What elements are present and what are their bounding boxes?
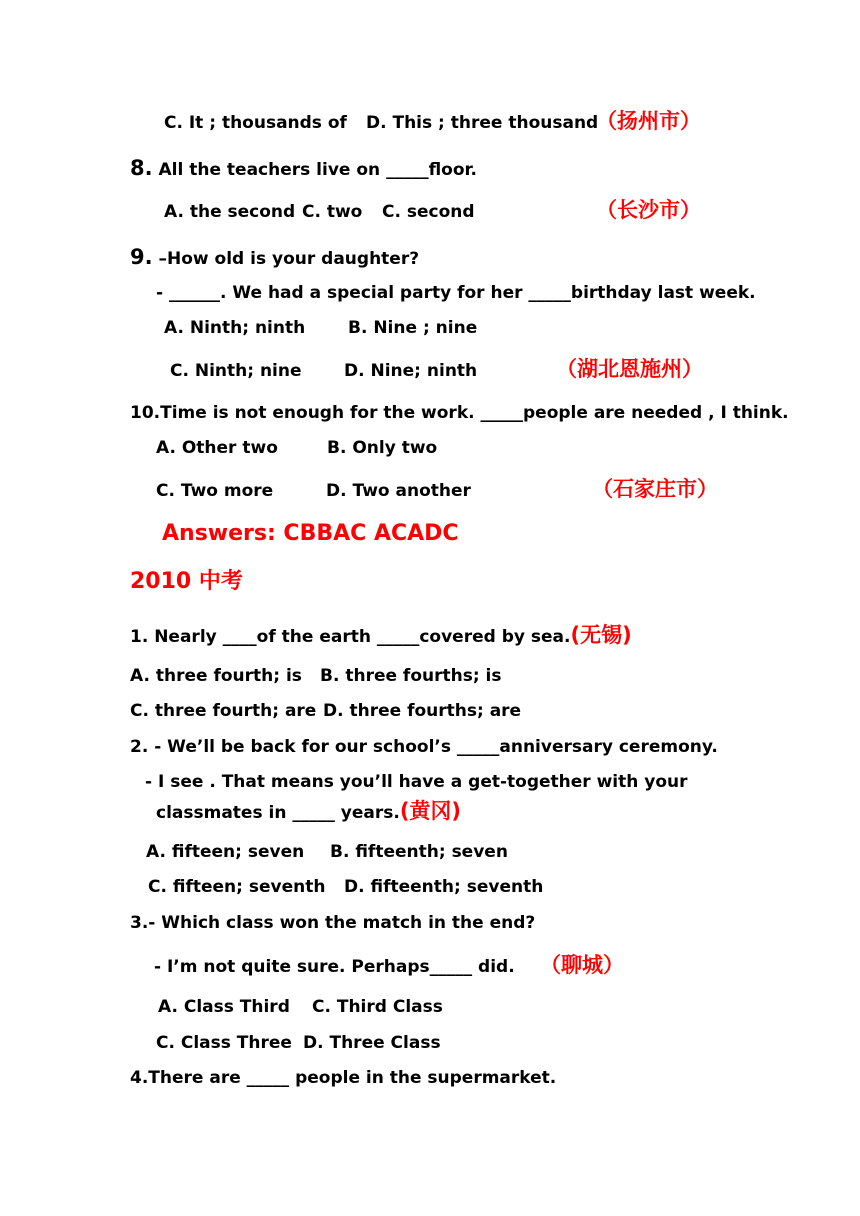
- question-text: 1. Nearly ____of the earth _____covered by sea.: [130, 627, 571, 647]
- option-b: B. three fourths; is: [320, 666, 502, 686]
- option-a: A. Ninth; ninth: [164, 318, 306, 338]
- option-c2: C. second: [382, 202, 475, 222]
- question-1: [130, 624, 632, 648]
- option-b: B. Only two: [327, 438, 438, 458]
- question-8: [130, 157, 477, 181]
- option-a: A. Other two: [156, 438, 278, 458]
- option-d: D. Two another: [326, 481, 471, 501]
- answers-line: Answers: CBBAC ACADC: [162, 521, 459, 546]
- question-text: –How old is your daughter?: [158, 249, 420, 269]
- option-d: D. Three Class: [303, 1033, 441, 1053]
- source-label: （湖北恩施州）: [556, 357, 703, 381]
- question-text: All the teachers live on _____floor.: [158, 160, 477, 180]
- question-3: 3.- Which class won the match in the end?: [130, 913, 536, 933]
- answer-line: - I see . That means you’ll have a get-together with your: [145, 772, 688, 792]
- option-b: B. fifteenth; seven: [330, 842, 508, 862]
- answer-text: classmates in _____ years.: [156, 803, 400, 823]
- option-a: A. fifteen; seven: [146, 842, 305, 862]
- source-label: (无锡): [570, 623, 632, 647]
- question-4: 4.There are _____ people in the supermarket.: [130, 1068, 557, 1088]
- option-c: C. two: [302, 202, 363, 222]
- option-a: A. three fourth; is: [130, 666, 302, 686]
- section-heading: 2010 中考: [130, 569, 243, 594]
- source-label: (黄冈): [399, 799, 462, 823]
- option-d: D. fifteenth; seventh: [344, 877, 544, 897]
- option-c2: C. Class Three: [156, 1033, 292, 1053]
- question-number: 8.: [130, 156, 153, 180]
- option-a: A. the second: [164, 202, 296, 222]
- option-d: D. Nine; ninth: [344, 361, 478, 381]
- answer-line-cont: [156, 800, 461, 824]
- question-number: 9.: [130, 245, 153, 269]
- answer-line: - I’m not quite sure. Perhaps_____ did.: [154, 957, 515, 977]
- question-9: [130, 246, 419, 270]
- source-label: （石家庄市）: [592, 477, 718, 501]
- option-a: A. Class Third: [158, 997, 290, 1017]
- question-2: 2. - We’ll be back for our school’s _____anniversary ceremony.: [130, 737, 718, 757]
- question-10: 10.Time is not enough for the work. _____people are needed , I think.: [130, 403, 789, 423]
- option-c: C. fifteen; seventh: [148, 877, 326, 897]
- answer-line: - ______. We had a special party for her _____birthday last week.: [156, 283, 756, 303]
- option-c: C. Two more: [156, 481, 274, 501]
- option-d: D. This ; three thousand: [366, 113, 599, 133]
- option-c: C. Third Class: [312, 997, 443, 1017]
- option-c: C. It ; thousands of: [164, 113, 347, 133]
- option-d: D. three fourths; are: [323, 701, 522, 721]
- option-c: C. Ninth; nine: [170, 361, 302, 381]
- option-b: B. Nine ; nine: [348, 318, 478, 338]
- source-label: （聊城）: [540, 953, 624, 977]
- option-c: C. three fourth; are: [130, 701, 317, 721]
- source-label: （长沙市）: [596, 198, 701, 222]
- source-label: （扬州市）: [596, 109, 701, 133]
